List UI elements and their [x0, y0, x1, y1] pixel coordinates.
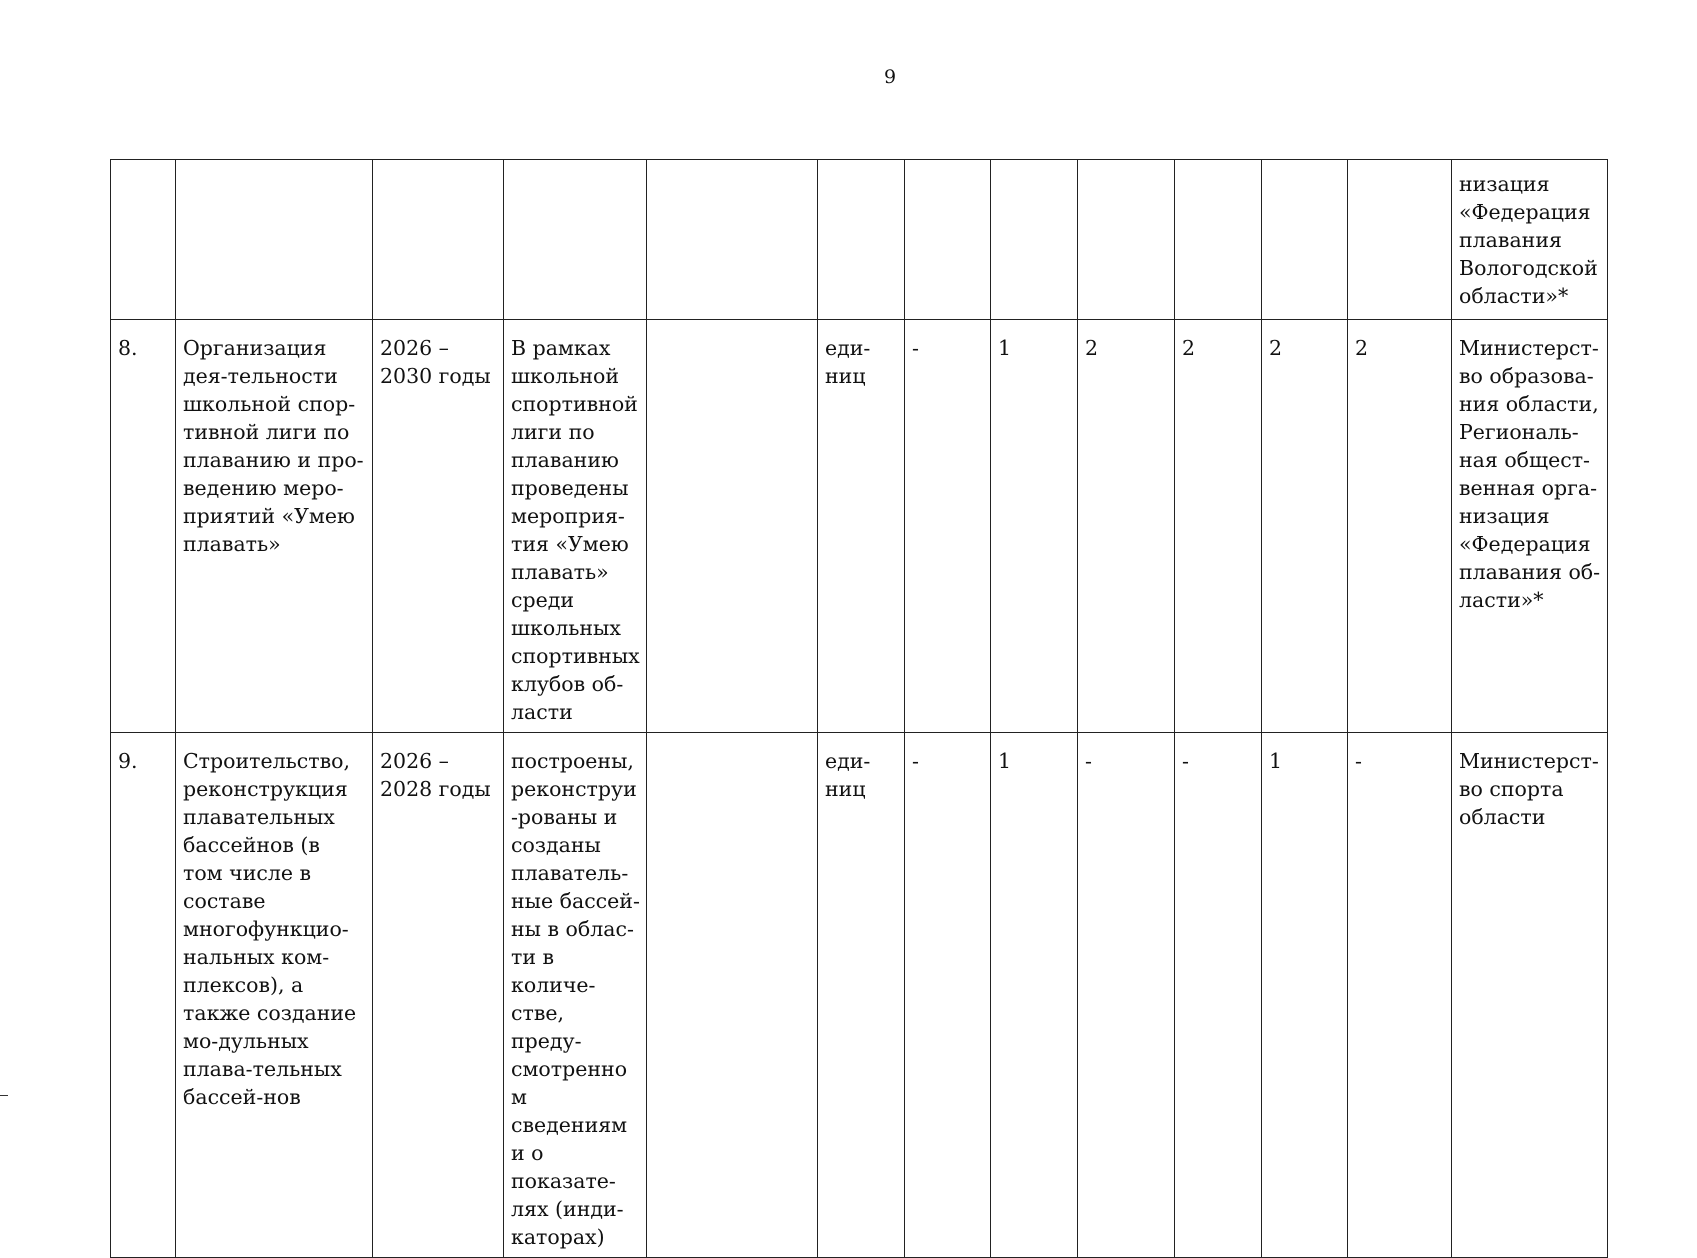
cell-period: 2026 – 2028 годы [373, 733, 504, 1258]
cell-num [111, 160, 176, 320]
page-number: 9 [883, 66, 897, 88]
cell-result [504, 160, 647, 320]
cell-indicator [647, 733, 818, 1258]
cell-unit [818, 160, 905, 320]
cell-year-1: 1 [991, 733, 1078, 1258]
cell-year-5: - [1348, 733, 1452, 1258]
cell-year-4: 2 [1262, 320, 1348, 733]
cell-base: - [905, 733, 991, 1258]
cell-result: построены, реконструи-рованы и созданы плаватель-ные бассей-ны в облас-ти в количе-стве, преду-смотренном сведениями о показате-лях (инди-каторах) [504, 733, 647, 1258]
cell-indicator [647, 160, 818, 320]
cell-unit: еди-ниц [818, 320, 905, 733]
table-row [111, 320, 1608, 733]
cell-period: 2026 – 2030 годы [373, 320, 504, 733]
table-row-continued [111, 160, 1608, 320]
cell-responsible: Министерст-во образова-ния области, Региональ-ная общест-венная орга-низация «Федерация плавания об-ласти»* [1452, 320, 1608, 733]
cell-base: - [905, 320, 991, 733]
cell-year-5: 2 [1348, 320, 1452, 733]
cell-year-4 [1262, 160, 1348, 320]
cell-year-2: 2 [1078, 320, 1175, 733]
cell-indicator [647, 320, 818, 733]
cell-year-3: 2 [1175, 320, 1262, 733]
cell-year-4: 1 [1262, 733, 1348, 1258]
margin-dash [0, 1095, 8, 1096]
cell-year-3: - [1175, 733, 1262, 1258]
cell-responsible: Министерст-во спорта области [1452, 733, 1608, 1258]
measures-table [110, 159, 1608, 1258]
cell-num: 8. [111, 320, 176, 733]
cell-responsible: низация «Федерация плавания Вологодской области»* [1452, 160, 1608, 320]
cell-year-5 [1348, 160, 1452, 320]
cell-year-1: 1 [991, 320, 1078, 733]
cell-year-3 [1175, 160, 1262, 320]
cell-period [373, 160, 504, 320]
cell-name: Строительство, реконструкция плавательных бассейнов (в том числе в составе многофункцио-нальных ком-плексов), а также создание мо-дульных плава-тельных бассей-нов [176, 733, 373, 1258]
cell-name: Организация дея-тельности школьной спор-тивной лиги по плаванию и про-ведению меро-приятий «Умею плавать» [176, 320, 373, 733]
cell-year-2: - [1078, 733, 1175, 1258]
cell-base [905, 160, 991, 320]
table-row [111, 733, 1608, 1258]
cell-result: В рамках школьной спортивной лиги по плаванию проведены мероприя-тия «Умею плавать» среди школьных спортивных клубов об-ласти [504, 320, 647, 733]
cell-year-1 [991, 160, 1078, 320]
cell-num: 9. [111, 733, 176, 1258]
cell-unit: еди-ниц [818, 733, 905, 1258]
cell-year-2 [1078, 160, 1175, 320]
cell-name [176, 160, 373, 320]
